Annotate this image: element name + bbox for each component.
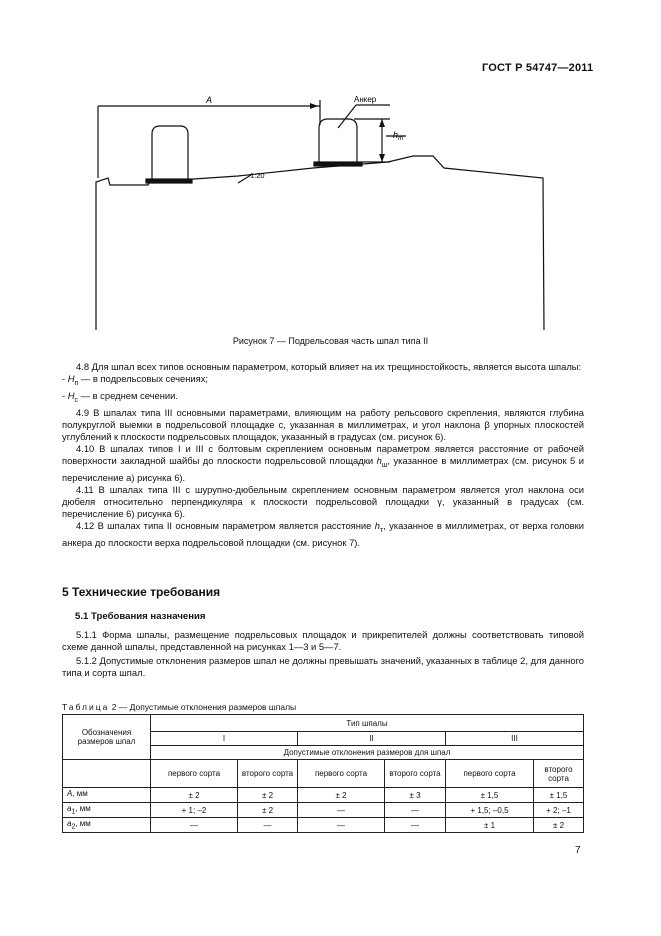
type-header: Тип шпалы xyxy=(151,715,584,732)
grade-header: первого сорта xyxy=(298,760,385,788)
ht-label: h xyxy=(393,130,399,140)
right-rail-pad xyxy=(314,162,362,166)
type-i: I xyxy=(151,732,298,746)
svg-text:hт xyxy=(393,130,403,142)
para-5-1-2: 5.1.2 Допустимые отклонения размеров шпал не должны превышать значений, указанных в таблице 2, для данного типа и сорта шпал. xyxy=(62,655,584,678)
sleeper-drawing xyxy=(88,90,548,330)
figure-caption: Рисунок 7 — Подрельсовая часть шпал типа II xyxy=(232,336,429,346)
slope-label: 1:20 xyxy=(250,171,265,180)
section-text xyxy=(62,629,584,679)
grade-header: второго сорта xyxy=(385,760,446,788)
para-5-1-1: 5.1.1 Форма шпалы, размещение подрельсовых площадок и прикрепителей должны соответствовать типовой схеме данной шпалы, представленной на рисунках 1—3 и 5—7. xyxy=(62,629,584,652)
grade-header: первого сорта xyxy=(446,760,534,788)
list-item-hs: - $H_с$ — в среднем сечении. xyxy=(62,389,178,404)
anchor-label: Анкер xyxy=(354,95,377,104)
row-header-cell: Обозначения размеров шпал xyxy=(63,715,151,760)
left-anchor xyxy=(152,126,188,179)
grade-header: первого сорта xyxy=(151,760,238,788)
right-anchor xyxy=(319,119,357,162)
list-item-hp: - $H_п$ — в подрельсовых сечениях; xyxy=(62,373,208,387)
table-row: $a_2$, мм — — — — ± 1 ± 2 xyxy=(63,818,584,833)
para-4-9: 4.9 В шпалах типа III основными параметрами, влияющим на работу рельсового скрепления, являются глубина полукруглой выемки в подрельсовой площадке c, указанная в миллиметрах, и угол наклона β упорных плоскостей углублений к плоскости подрельсовых площадок, указанный в градусах (см. рисунок 6). xyxy=(62,406,584,442)
dimension-a-label: A xyxy=(206,95,213,105)
type-iii: III xyxy=(446,732,584,746)
ht-label-sub: т xyxy=(398,136,404,142)
body-text xyxy=(62,361,584,549)
deviation-header: Допустимые отклонения размеров для шпал xyxy=(151,746,584,760)
para-4-12: 4.12 В шпалах типа II основным параметром является расстояние $h_т$, указанное в миллиметрах, от верха головки анкера до плоскости верха подрельсовой площадки (см. рисунок 7). xyxy=(62,519,584,548)
para-4-11: 4.11 В шпалах типа III с шурупно-дюбельным скреплением основным параметром является угол наклона оси дюбеля относительно перпендикуляра к плоскости подрельсовой площадки γ, указанный в градусах (см. перечисление 6) рисунка 6). xyxy=(62,483,584,519)
table-caption: Таблица 2 — Допустимые отклонения размеров шпалы xyxy=(62,702,297,712)
document-header: ГОСТ Р 54747—2011 xyxy=(482,62,594,74)
para-4-8: 4.8 Для шпал всех типов основным параметром, который влияет на их трещиностойкость, является высота шпалы: xyxy=(76,361,582,372)
type-ii: II xyxy=(298,732,446,746)
page-number: 7 xyxy=(575,845,581,856)
left-rail-pad xyxy=(146,179,192,183)
subsection-heading: 5.1 Требования назначения xyxy=(75,611,206,622)
table-row: $a_1$, мм + 1; –2 ± 2 — — + 1,5; –0,5 + 2; –1 xyxy=(63,803,584,818)
grade-header: второго сорта xyxy=(534,760,584,788)
section-heading: 5 Технические требования xyxy=(62,585,221,599)
table-row: A, мм ± 2 ± 2 ± 2 ± 3 ± 1,5 ± 1,5 xyxy=(63,788,584,803)
para-4-10: 4.10 В шпалах типов I и III с болтовым скреплением основным параметром является расстояние от рабочей поверхности закладной шайбы до плоскости подрельсовой площадки $h_ш$, указанное в миллиметрах (см. рисунок 5 и перечисление а) рисунка 6). xyxy=(62,442,584,483)
grade-header: второго сорта xyxy=(238,760,298,788)
tolerance-table xyxy=(62,714,584,833)
